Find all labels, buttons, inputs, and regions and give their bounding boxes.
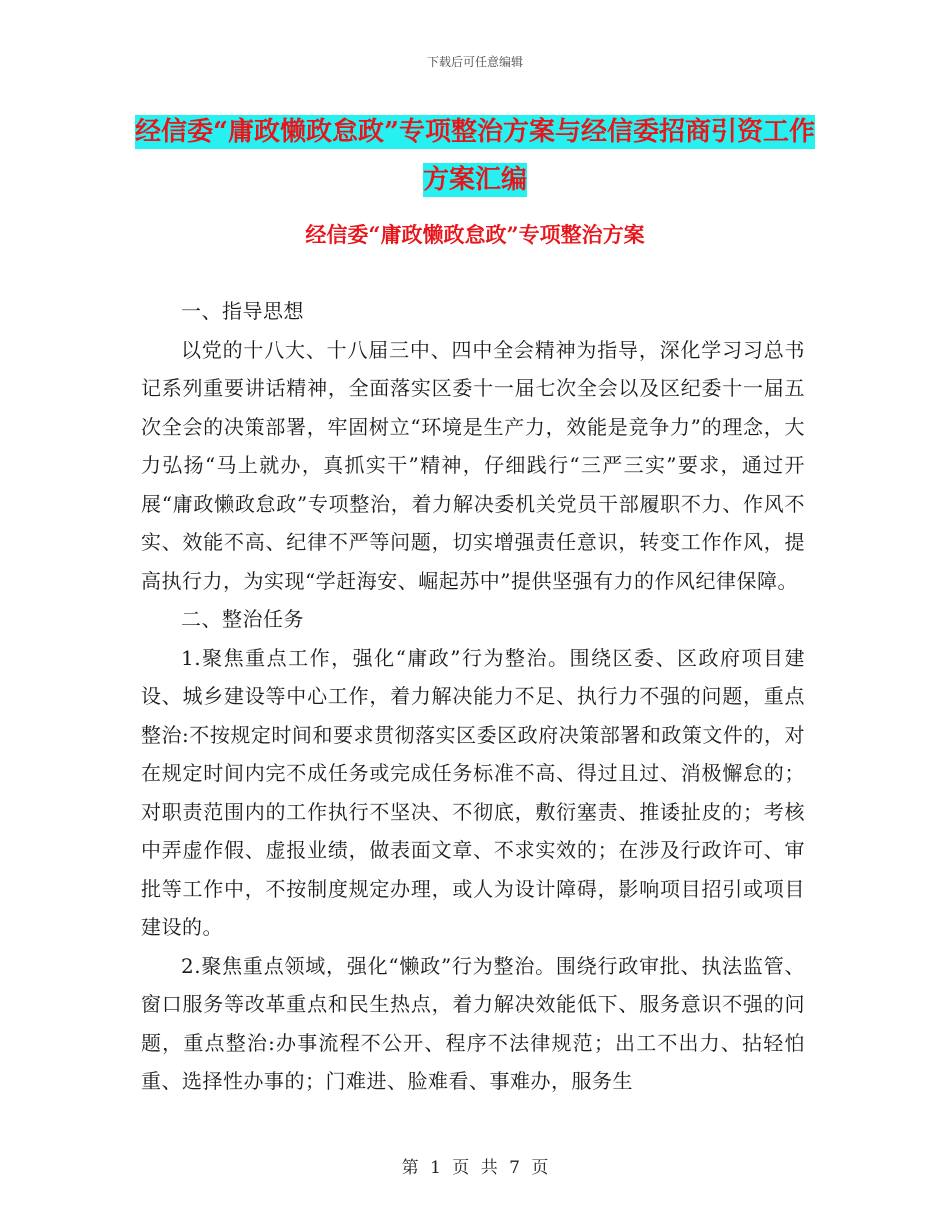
page-footer: 第 1 页 共 7 页 (401, 1158, 549, 1178)
document-title (130, 108, 820, 204)
heading-rectification-tasks: 二、整治任务 (181, 607, 304, 631)
section-title: 经信委“庸政懒政怠政”专项整治方案 (305, 222, 645, 247)
paragraph-task-1: 1.聚焦重点工作，强化“庸政”行为整治。围绕区委、区政府项目建设、城乡建设等中心工作，着力解决能力不足、执行力不强的问题，重点整治:不按规定时间和要求贯彻落实区委区政府决策部署和政策文件的，对在规定时间内完不成任务或完成任务标准不高、得过且过、消极懈怠的；对职责范围内的工作执行不坚决、不彻底，敷衍塞责、推诿扯皮的；考核中弄虚作假、虚报业绩，做表面文章、不求实效的；在涉及行政许可、审批等工作中，不按制度规定办理，或人为设计障碍，影响项目招引或项目建设的。 (141, 645, 805, 939)
document-title-text: 经信委“庸政懒政怠政”专项整治方案与经信委招商引资工作方案汇编 (135, 117, 815, 195)
document-body (141, 292, 805, 1101)
header-note: 下载后可任意编辑 (426, 55, 523, 69)
paragraph-task-2: 2.聚焦重点领域，强化“懒政”行为整治。围绕行政审批、执法监管、窗口服务等改革重点和民生热点，着力解决效能低下、服务意识不强的问题，重点整治:办事流程不公开、程序不法律规范；出工不出力、拈轻怕重、选择性办事的；门难进、脸难看、事难办，服务生 (141, 953, 805, 1093)
paragraph-guiding-ideology: 以党的十八大、十八届三中、四中全会精神为指导，深化学习习总书记系列重要讲话精神，全面落实区委十一届七次全会以及区纪委十一届五次全会的决策部署，牢固树立“环境是生产力，效能是竞争力”的理念，大力弘扬“马上就办，真抓实干”精神，仔细践行“三严三实”要求，通过开展“庸政懒政怠政”专项整治，着力解决委机关党员干部履职不力、作风不实、效能不高、纪律不严等问题，切实增强责任意识，转变工作作风，提高执行力，为实现“学赶海安、崛起苏中”提供坚强有力的作风纪律保障。 (141, 337, 805, 593)
heading-guiding-ideology: 一、指导思想 (181, 299, 304, 323)
